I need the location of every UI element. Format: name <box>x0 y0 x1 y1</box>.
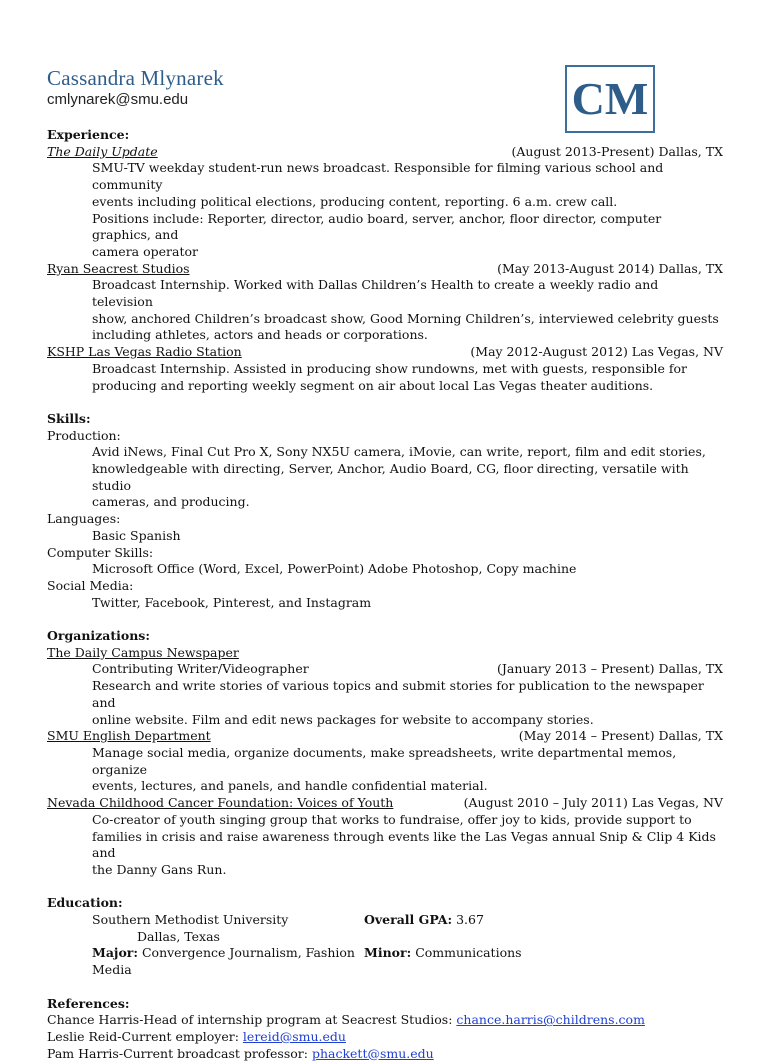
experience-org: The Daily Update <box>47 143 158 159</box>
experience-desc-line: producing and reporting weekly segment on air about local Las Vegas theater auditions. <box>92 377 654 393</box>
organization-name: SMU English Department <box>47 728 211 744</box>
organization-role-row <box>47 661 723 678</box>
references-heading: References: <box>47 995 130 1011</box>
section-spacer <box>47 879 723 896</box>
organization-entry <box>47 795 723 812</box>
organization-date: (August 2010 – July 2011) Las Vegas, NV <box>463 795 723 811</box>
organization-role: Contributing Writer/Videographer <box>92 661 309 677</box>
organization-entry <box>47 728 723 745</box>
experience-org: Ryan Seacrest Studios <box>47 260 190 276</box>
major-label: Major: <box>92 945 138 961</box>
resume-body <box>47 127 723 1062</box>
organization-date: (January 2013 – Present) Dallas, TX <box>497 661 723 677</box>
education-row <box>47 945 723 978</box>
organization-name: The Daily Campus Newspaper <box>47 644 239 660</box>
experience-entry <box>47 261 723 278</box>
resume-name: Cassandra Mlynarek <box>47 66 224 90</box>
experience-entry <box>47 144 723 161</box>
skill-group-label: Production: <box>47 427 121 443</box>
experience-desc-line: show, anchored Children’s broadcast show, Good Morning Children’s, interviewed celebrity guests <box>92 310 719 326</box>
skill-line: Microsoft Office (Word, Excel, PowerPoint) Adobe Photoshop, Copy machine <box>92 561 577 577</box>
experience-desc-line: Broadcast Internship. Worked with Dallas Children’s Health to create a weekly radio and television <box>92 277 659 310</box>
section-spacer <box>47 394 723 411</box>
monogram-text: CM <box>571 73 649 124</box>
skills-heading: Skills: <box>47 410 91 426</box>
reference-item <box>47 1046 723 1062</box>
education-school: Southern Methodist University <box>92 912 289 927</box>
gpa-value: 3.67 <box>456 912 484 927</box>
minor-value: Communications <box>415 945 522 961</box>
organization-desc-line: Co-creator of youth singing group that works to fundraise, offer joy to kids, provide support to <box>92 811 692 827</box>
experience-desc-line: Positions include: Reporter, director, audio board, server, anchor, floor director, computer graphics, and <box>92 210 662 243</box>
education-major <box>47 945 364 978</box>
section-spacer <box>47 611 723 628</box>
organizations-heading: Organizations: <box>47 628 150 644</box>
education-row <box>47 912 723 929</box>
reference-item <box>47 1029 723 1046</box>
experience-desc-line: SMU-TV weekday student-run news broadcast. Responsible for filming various school and community <box>92 160 664 193</box>
organization-name: Nevada Childhood Cancer Foundation: Voices of Youth <box>47 795 394 811</box>
organization-desc-line: the Danny Gans Run. <box>92 861 227 877</box>
skill-line: Avid iNews, Final Cut Pro X, Sony NX5U camera, iMovie, can write, report, film and edit stories, <box>92 444 706 460</box>
skill-group-label: Languages: <box>47 511 121 527</box>
education-location: Dallas, Texas <box>137 928 220 944</box>
reference-email-link[interactable]: lereid@smu.edu <box>242 1028 346 1044</box>
organization-desc-line: families in crisis and raise awareness through events like the Las Vegas annual Snip & Clip 4 Kids and <box>92 828 716 861</box>
experience-desc-line: including athletes, actors and heads or corporations. <box>92 327 428 343</box>
experience-desc-line: camera operator <box>92 243 198 259</box>
experience-date: (May 2013-August 2014) Dallas, TX <box>497 260 723 276</box>
skill-line: cameras, and producing. <box>92 494 250 510</box>
major-value: Convergence Journalism, Fashion Media <box>92 945 355 978</box>
organization-date: (May 2014 – Present) Dallas, TX <box>518 728 723 744</box>
reference-email-link[interactable]: chance.harris@childrens.com <box>456 1012 645 1028</box>
reference-text: Pam Harris-Current broadcast professor: <box>47 1045 312 1061</box>
monogram-logo <box>565 65 655 133</box>
experience-entry <box>47 344 723 361</box>
gpa-label: Overall GPA: <box>364 912 453 927</box>
header-email: cmlynarek@smu.edu <box>47 91 189 108</box>
reference-item <box>47 1012 723 1029</box>
education-gpa <box>364 912 723 929</box>
organization-desc-line: events, lectures, and panels, and handle confidential material. <box>92 778 488 794</box>
experience-desc-line: Broadcast Internship. Assisted in producing show rundowns, met with guests, responsible for <box>92 360 688 376</box>
experience-date: (August 2013-Present) Dallas, TX <box>511 143 723 159</box>
education-heading: Education: <box>47 895 123 911</box>
education-minor <box>364 945 723 978</box>
experience-org: KSHP Las Vegas Radio Station <box>47 344 242 360</box>
reference-text: Chance Harris-Head of internship program at Seacrest Studios: <box>47 1012 457 1028</box>
skill-line: knowledgeable with directing, Server, Anchor, Audio Board, CG, floor directing, versatile with studio <box>92 461 689 493</box>
organization-desc-line: Research and write stories of various topics and submit stories for publication to the newspaper and <box>92 678 704 710</box>
organization-desc-line: online website. Film and edit news packages for website to accompany stories. <box>92 711 594 727</box>
experience-desc-line: events including political elections, producing content, reporting. 6 a.m. crew call. <box>92 193 618 209</box>
experience-heading: Experience: <box>47 127 130 142</box>
skill-line: Twitter, Facebook, Pinterest, and Instagram <box>92 594 372 610</box>
skill-line: Basic Spanish <box>92 527 181 543</box>
organization-desc-line: Manage social media, organize documents, make spreadsheets, write departmental memos, organize <box>92 744 677 777</box>
experience-date: (May 2012-August 2012) Las Vegas, NV <box>470 344 723 360</box>
reference-email-link[interactable]: phackett@smu.edu <box>311 1045 434 1061</box>
minor-label: Minor: <box>364 945 412 961</box>
section-spacer <box>47 979 723 996</box>
reference-text: Leslie Reid-Current employer: <box>47 1028 243 1044</box>
skill-group-label: Computer Skills: <box>47 544 154 560</box>
skill-group-label: Social Media: <box>47 577 134 593</box>
